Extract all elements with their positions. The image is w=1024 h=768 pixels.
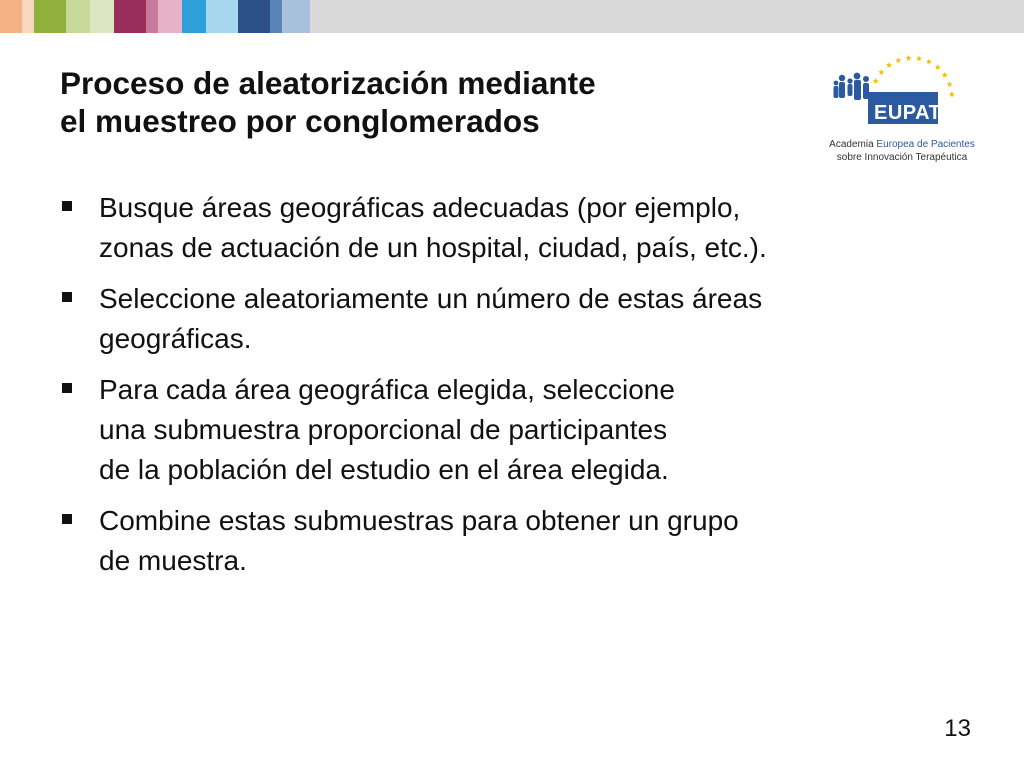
bullet-item — [60, 188, 940, 268]
strip-segment — [66, 0, 90, 33]
strip-segment — [22, 0, 34, 33]
star-icon — [873, 78, 879, 84]
star-icon — [947, 81, 953, 87]
star-icon — [949, 91, 955, 97]
strip-segment — [282, 0, 310, 33]
star-ring-icon — [873, 55, 955, 97]
bullet-line: una submuestra proporcional de participantes — [99, 414, 668, 445]
bullet-item — [60, 501, 940, 581]
strip-segment — [114, 0, 146, 33]
square-bullet-icon — [62, 201, 72, 211]
bullet-line: Busque áreas geográficas adecuadas (por ejemplo, — [99, 192, 741, 223]
star-icon — [906, 55, 912, 61]
bullet-item — [60, 279, 940, 359]
eupati-logo — [812, 52, 992, 170]
star-icon — [942, 72, 948, 78]
bullet-line: geográficas. — [99, 323, 252, 354]
bullet-line: Para cada área geográfica elegida, seleccione — [99, 374, 675, 405]
star-icon — [935, 64, 941, 70]
slide-title-line-2: el muestreo por conglomerados — [60, 103, 540, 139]
square-bullet-icon — [62, 514, 72, 524]
star-icon — [916, 55, 922, 61]
star-icon — [926, 59, 932, 65]
bullet-item — [60, 370, 940, 490]
strip-segment — [0, 0, 22, 33]
top-color-strip — [0, 0, 1024, 33]
logo-tagline — [812, 138, 992, 164]
bullet-list — [60, 188, 940, 592]
logo-tagline-line-2: sobre Innovación Terapéutica — [836, 152, 968, 163]
star-icon — [886, 62, 892, 68]
strip-segment — [238, 0, 270, 33]
strip-segment — [34, 0, 66, 33]
strip-segment — [146, 0, 158, 33]
bullet-line: de muestra. — [99, 545, 247, 576]
square-bullet-icon — [62, 292, 72, 302]
strip-remainder — [310, 0, 1024, 33]
star-icon — [895, 57, 901, 63]
strip-segment — [182, 0, 206, 33]
strip-segment — [158, 0, 182, 33]
strip-segment — [206, 0, 238, 33]
star-icon — [878, 69, 884, 75]
people-silhouette-icon — [834, 73, 870, 100]
bullet-line: de la población del estudio en el área elegida. — [99, 454, 669, 485]
bullet-line: Seleccione aleatoriamente un número de estas áreas — [99, 283, 763, 314]
slide-title — [60, 64, 780, 140]
page-number: 13 — [944, 715, 971, 742]
logo-tagline-highlight: Europea de Pacientes — [876, 139, 975, 150]
square-bullet-icon — [62, 383, 72, 393]
logo-wordmark: EUPATI — [874, 102, 948, 124]
bullet-line: Combine estas submuestras para obtener un grupo — [99, 505, 739, 536]
eupati-logo-graphic — [812, 52, 992, 138]
logo-tagline-prefix: Academia — [829, 139, 877, 150]
slide-title-line-1: Proceso de aleatorización mediante — [60, 65, 596, 101]
bullet-line: zonas de actuación de un hospital, ciudad, país, etc.). — [99, 232, 767, 263]
strip-segment — [90, 0, 114, 33]
strip-segment — [270, 0, 282, 33]
